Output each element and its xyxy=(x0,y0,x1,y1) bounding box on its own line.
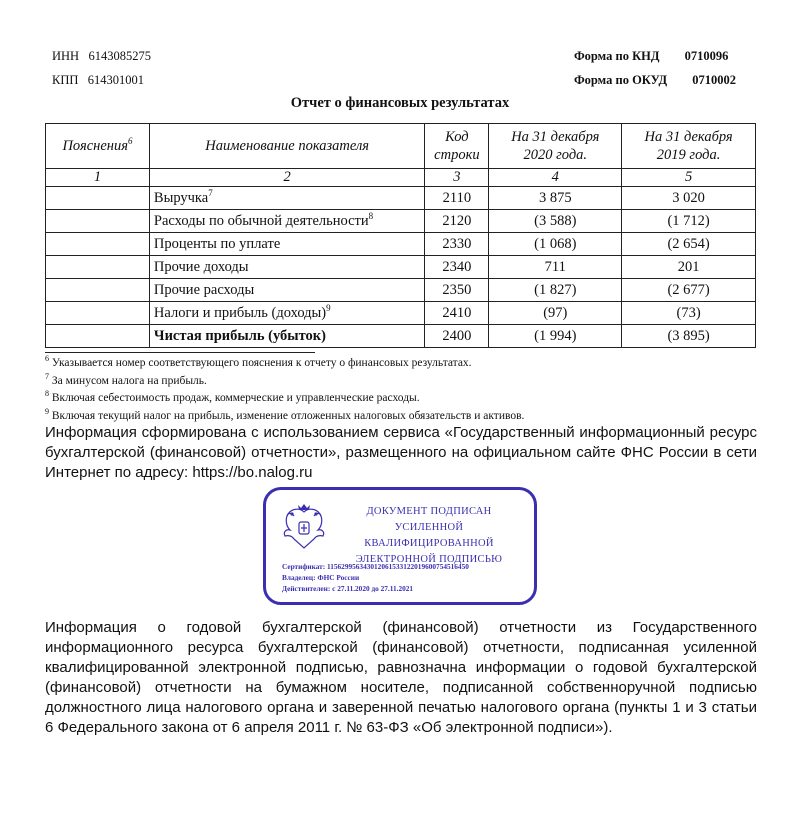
table-row xyxy=(46,302,756,325)
cell-code: 2410 xyxy=(425,302,489,325)
okud-line xyxy=(574,68,736,92)
kpp-value: 614301001 xyxy=(87,73,145,87)
col-num: 1 xyxy=(46,169,150,187)
okud-value: 0710002 xyxy=(692,73,736,87)
cell-code: 2330 xyxy=(425,233,489,256)
cell-2019: 3 020 xyxy=(622,187,756,210)
table-row-total xyxy=(46,325,756,348)
knd-value: 0710096 xyxy=(684,49,729,63)
inn-line xyxy=(52,44,151,68)
col-num: 2 xyxy=(149,169,425,187)
cell-name: Прочие доходы xyxy=(149,256,425,279)
cell-explain xyxy=(46,279,150,302)
cell-2019: 201 xyxy=(622,256,756,279)
stamp-certificate: Сертификат: 115629956343012061533122019600754516450 xyxy=(282,562,469,571)
cell-name: Чистая прибыль (убыток) xyxy=(149,325,425,348)
cell-explain xyxy=(46,233,150,256)
col-num: 3 xyxy=(425,169,489,187)
okud-label: Форма по ОКУД xyxy=(573,73,668,87)
stamp-owner: Владелец: ФНС России xyxy=(282,573,360,582)
table-row xyxy=(46,256,756,279)
cell-2020: (1 068) xyxy=(489,233,622,256)
cell-2020: (1 827) xyxy=(489,279,622,302)
form-codes xyxy=(574,44,736,92)
stamp-title: ДОКУМЕНТ ПОДПИСАН УСИЛЕННОЙ КВАЛИФИЦИРОВАННОЙ ЭЛЕКТРОННОЙ ПОДПИСЬЮ xyxy=(355,506,503,565)
cell-code: 2400 xyxy=(425,325,489,348)
cell-2020: (3 588) xyxy=(489,210,622,233)
cell-code: 2350 xyxy=(425,279,489,302)
footnote: $^9$ Включая текущий налог на прибыль, изменение отложенных налоговых обязательств и активов. xyxy=(45,406,525,422)
knd-line xyxy=(574,44,736,68)
column-numbers-row xyxy=(46,169,756,187)
table-row xyxy=(46,187,756,210)
cell-explain xyxy=(46,256,150,279)
footnotes xyxy=(45,355,524,425)
cell-name: Выручка$^7$ xyxy=(149,187,425,210)
header-2020: На 31 декабря 2020 года. xyxy=(489,124,622,169)
header-name: Наименование показателя xyxy=(149,124,425,169)
taxpayer-ids xyxy=(52,44,151,92)
kpp-label: КПП xyxy=(52,73,79,87)
cell-2019: (73) xyxy=(622,302,756,325)
knd-label: Форма по КНД xyxy=(573,49,660,63)
table-header-row xyxy=(46,124,756,169)
cell-2019: (2 654) xyxy=(622,233,756,256)
cell-explain xyxy=(46,325,150,348)
col-num: 5 xyxy=(622,169,756,187)
col-num: 4 xyxy=(489,169,622,187)
footnote-divider xyxy=(45,352,315,353)
table-row xyxy=(46,210,756,233)
cell-2019: (2 677) xyxy=(622,279,756,302)
double-headed-eagle-icon xyxy=(280,502,328,552)
header-explain: Пояснения$^6$ xyxy=(46,124,150,169)
financial-results-table xyxy=(45,123,756,348)
cell-2020: (97) xyxy=(489,302,622,325)
footnote: $^8$ Включая себестоимость продаж, коммерческие и управленческие расходы. xyxy=(45,389,420,404)
footnote: $^7$ За минусом налога на прибыль. xyxy=(45,371,207,387)
stamp-validity: Действителен: с 27.11.2020 до 27.11.2021 xyxy=(282,584,414,593)
kpp-line xyxy=(52,68,151,92)
inn-label: ИНН xyxy=(52,49,80,63)
cell-2020: 711 xyxy=(489,256,622,279)
cell-explain xyxy=(46,302,150,325)
cell-2019: (1 712) xyxy=(622,210,756,233)
cell-2019: (3 895) xyxy=(622,325,756,348)
report-title: Отчет о финансовых результатах xyxy=(290,95,510,111)
cell-2020: 3 875 xyxy=(489,187,622,210)
cell-name: Расходы по обычной деятельности$^8$ xyxy=(149,210,425,233)
stamp-details xyxy=(282,561,469,594)
cell-2020: (1 994) xyxy=(489,325,622,348)
cell-name: Проценты по уплате xyxy=(149,233,425,256)
footnote: $^6$ Указывается номер соответствующего пояснения к отчету о финансовых результатах. xyxy=(45,354,472,369)
cell-code: 2340 xyxy=(425,256,489,279)
electronic-signature-stamp xyxy=(263,487,537,605)
cell-name: Налоги и прибыль (доходы)$^9$ xyxy=(149,302,425,325)
cell-explain xyxy=(46,210,150,233)
cell-explain xyxy=(46,187,150,210)
info-legal-paragraph: Информация о годовой бухгалтерской (финансовой) отчетности из Государственного информационного ресурса бухгалтерской (финансовой) отчетности, подписанная усиленной квалифицированной электронной подписью, равнозначна информации о годовой бухгалтерской (финансовой) отчетности на бумажном носителе, подписанной собственноручной подписью должностного лица налогового органа и заверенной печатью налогового органа (пункты 1 и 3 статьи 6 Федерального закона от 6 апреля 2011 г. № 63-ФЗ «Об электронной подписи»). xyxy=(45,619,757,736)
header-2019: На 31 декабря 2019 года. xyxy=(622,124,756,169)
info-source-paragraph: Информация сформирована с использованием сервиса «Государственный информационный ресурс бухгалтерской (финансовой) отчетности», размещенного на официальном сайте ФНС России в сети Интернет по адресу: https://bo.nalog.ru xyxy=(45,424,757,481)
cell-code: 2120 xyxy=(425,210,489,233)
cell-code: 2110 xyxy=(425,187,489,210)
inn-value: 6143085275 xyxy=(88,49,151,63)
header-code: Код строки xyxy=(425,124,489,169)
cell-name: Прочие расходы xyxy=(149,279,425,302)
table-row xyxy=(46,233,756,256)
table-row xyxy=(46,279,756,302)
